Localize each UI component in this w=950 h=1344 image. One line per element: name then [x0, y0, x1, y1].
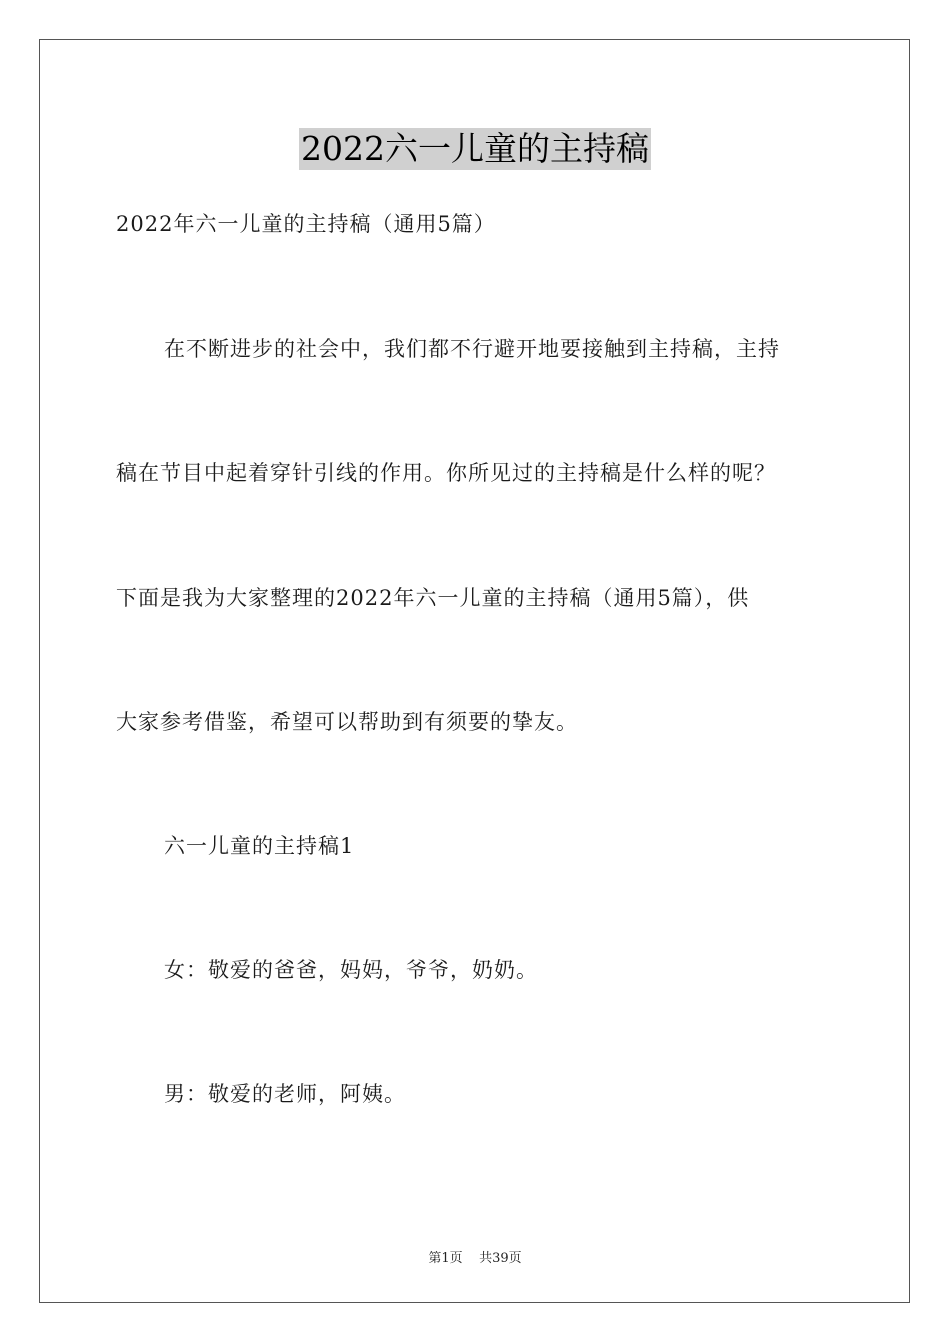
paragraph-line: 下面是我为大家整理的2022年六一儿童的主持稿（通用5篇），供 — [116, 586, 750, 610]
dialogue-line: 女：敬爱的爸爸，妈妈，爷爷，奶奶。 — [164, 958, 538, 982]
page-number: 第1页 — [428, 1251, 463, 1266]
paragraph-line: 在不断进步的社会中，我们都不行避开地要接触到主持稿，主持 — [164, 337, 780, 361]
section-heading: 六一儿童的主持稿1 — [164, 834, 355, 858]
title-container — [0, 128, 950, 170]
paragraph-line: 稿在节目中起着穿针引线的作用。你所见过的主持稿是什么样的呢？ — [116, 461, 776, 485]
dialogue-line: 男：敬爱的老师，阿姨。 — [164, 1082, 406, 1106]
document-subtitle: 2022年六一儿童的主持稿（通用5篇） — [116, 212, 496, 236]
document-title: 2022六一儿童的主持稿 — [301, 129, 649, 168]
page-footer — [0, 1247, 950, 1266]
total-pages: 共39页 — [479, 1251, 522, 1266]
paragraph-line: 大家参考借鉴，希望可以帮助到有须要的挚友。 — [116, 710, 578, 734]
